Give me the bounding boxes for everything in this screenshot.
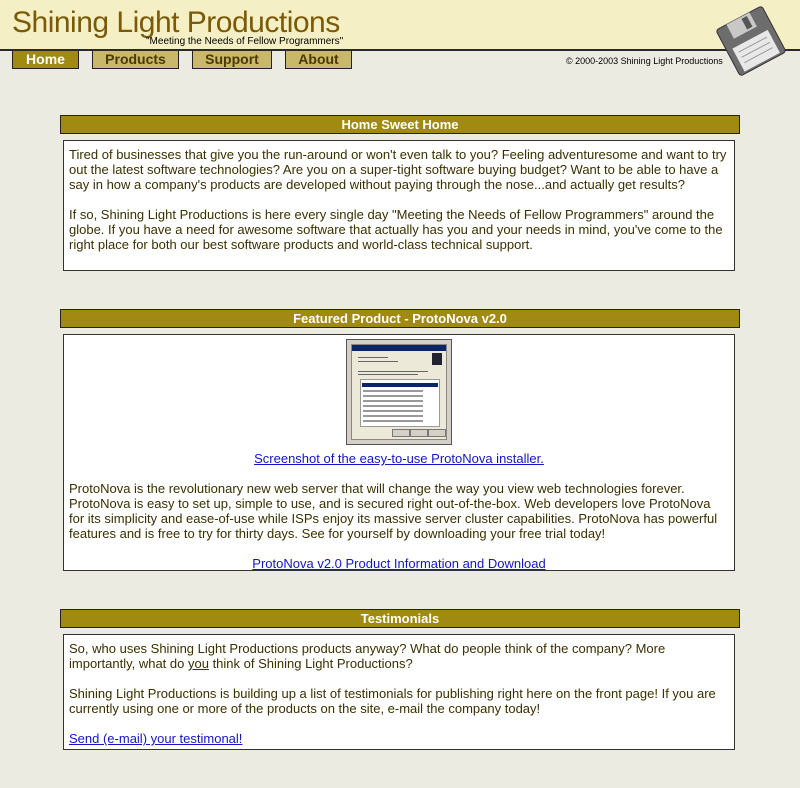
tab-home[interactable]: Home <box>12 51 79 69</box>
protonova-download-link[interactable]: ProtoNova v2.0 Product Information and Download <box>252 556 546 571</box>
floppy-disk-icon <box>715 5 787 77</box>
protonova-description: ProtoNova is the revolutionary new web server that will change the way you view web technologies forever. ProtoNova is easy to set up, simple to use, and is secured right out-of-the-box. Web developers love ProtoNova for its simplicity and ease-of-use while ISPs enjoy its massive server cluster capabilities. ProtoNova has powerful features and is free to try for thirty days. See for yourself by downloading your free trial today! <box>69 481 718 541</box>
send-testimonial-link[interactable]: Send (e-mail) your testimonal! <box>69 731 243 746</box>
testimonials-section-content <box>63 634 735 750</box>
site-title: Shining Light Productions <box>12 6 340 39</box>
featured-section-content <box>63 334 735 571</box>
site-tagline: "Meeting the Needs of Fellow Programmers" <box>146 36 344 47</box>
featured-section-title: Featured Product - ProtoNova v2.0 <box>60 309 740 328</box>
home-offer-paragraph: If so, Shining Light Productions is here every single day "Meeting the Needs of Fellow Programmers" around the globe. If you have a need for awesome software that actually has you and your needs in mind, you've come to the right place for both our best software products and world-class technical support. <box>69 207 723 252</box>
tab-products[interactable]: Products <box>92 51 179 69</box>
home-section-content <box>63 140 735 271</box>
testimonials-question-paragraph: So, who uses Shining Light Productions products anyway? What do people think of the company? More importantly, what do you think of Shining Light Productions? <box>69 641 666 671</box>
home-section-title: Home Sweet Home <box>60 115 740 134</box>
tab-about[interactable]: About <box>285 51 352 69</box>
home-intro-paragraph: Tired of businesses that give you the run-around or won't even talk to you? Feeling adventuresome and want to try out the latest software technologies? Are you on a super-tight software buying budget? Want to be able to have a say in how a company's products are developed without paying through the nose...and actually get results? <box>69 147 727 192</box>
copyright-notice: © 2000-2003 Shining Light Productions <box>566 56 723 66</box>
testimonials-request-paragraph: Shining Light Productions is building up a list of testimonials for publishing right here on the front page! If you are currently using one or more of the products on the site, e-mail the company today! <box>69 686 716 716</box>
site-header <box>0 0 800 50</box>
tab-support[interactable]: Support <box>192 51 272 69</box>
testimonials-section-title: Testimonials <box>60 609 740 628</box>
screenshot-link[interactable]: Screenshot of the easy-to-use ProtoNova installer. <box>254 451 544 466</box>
emphasis-you: you <box>187 656 209 671</box>
installer-screenshot-thumbnail[interactable] <box>346 339 452 445</box>
